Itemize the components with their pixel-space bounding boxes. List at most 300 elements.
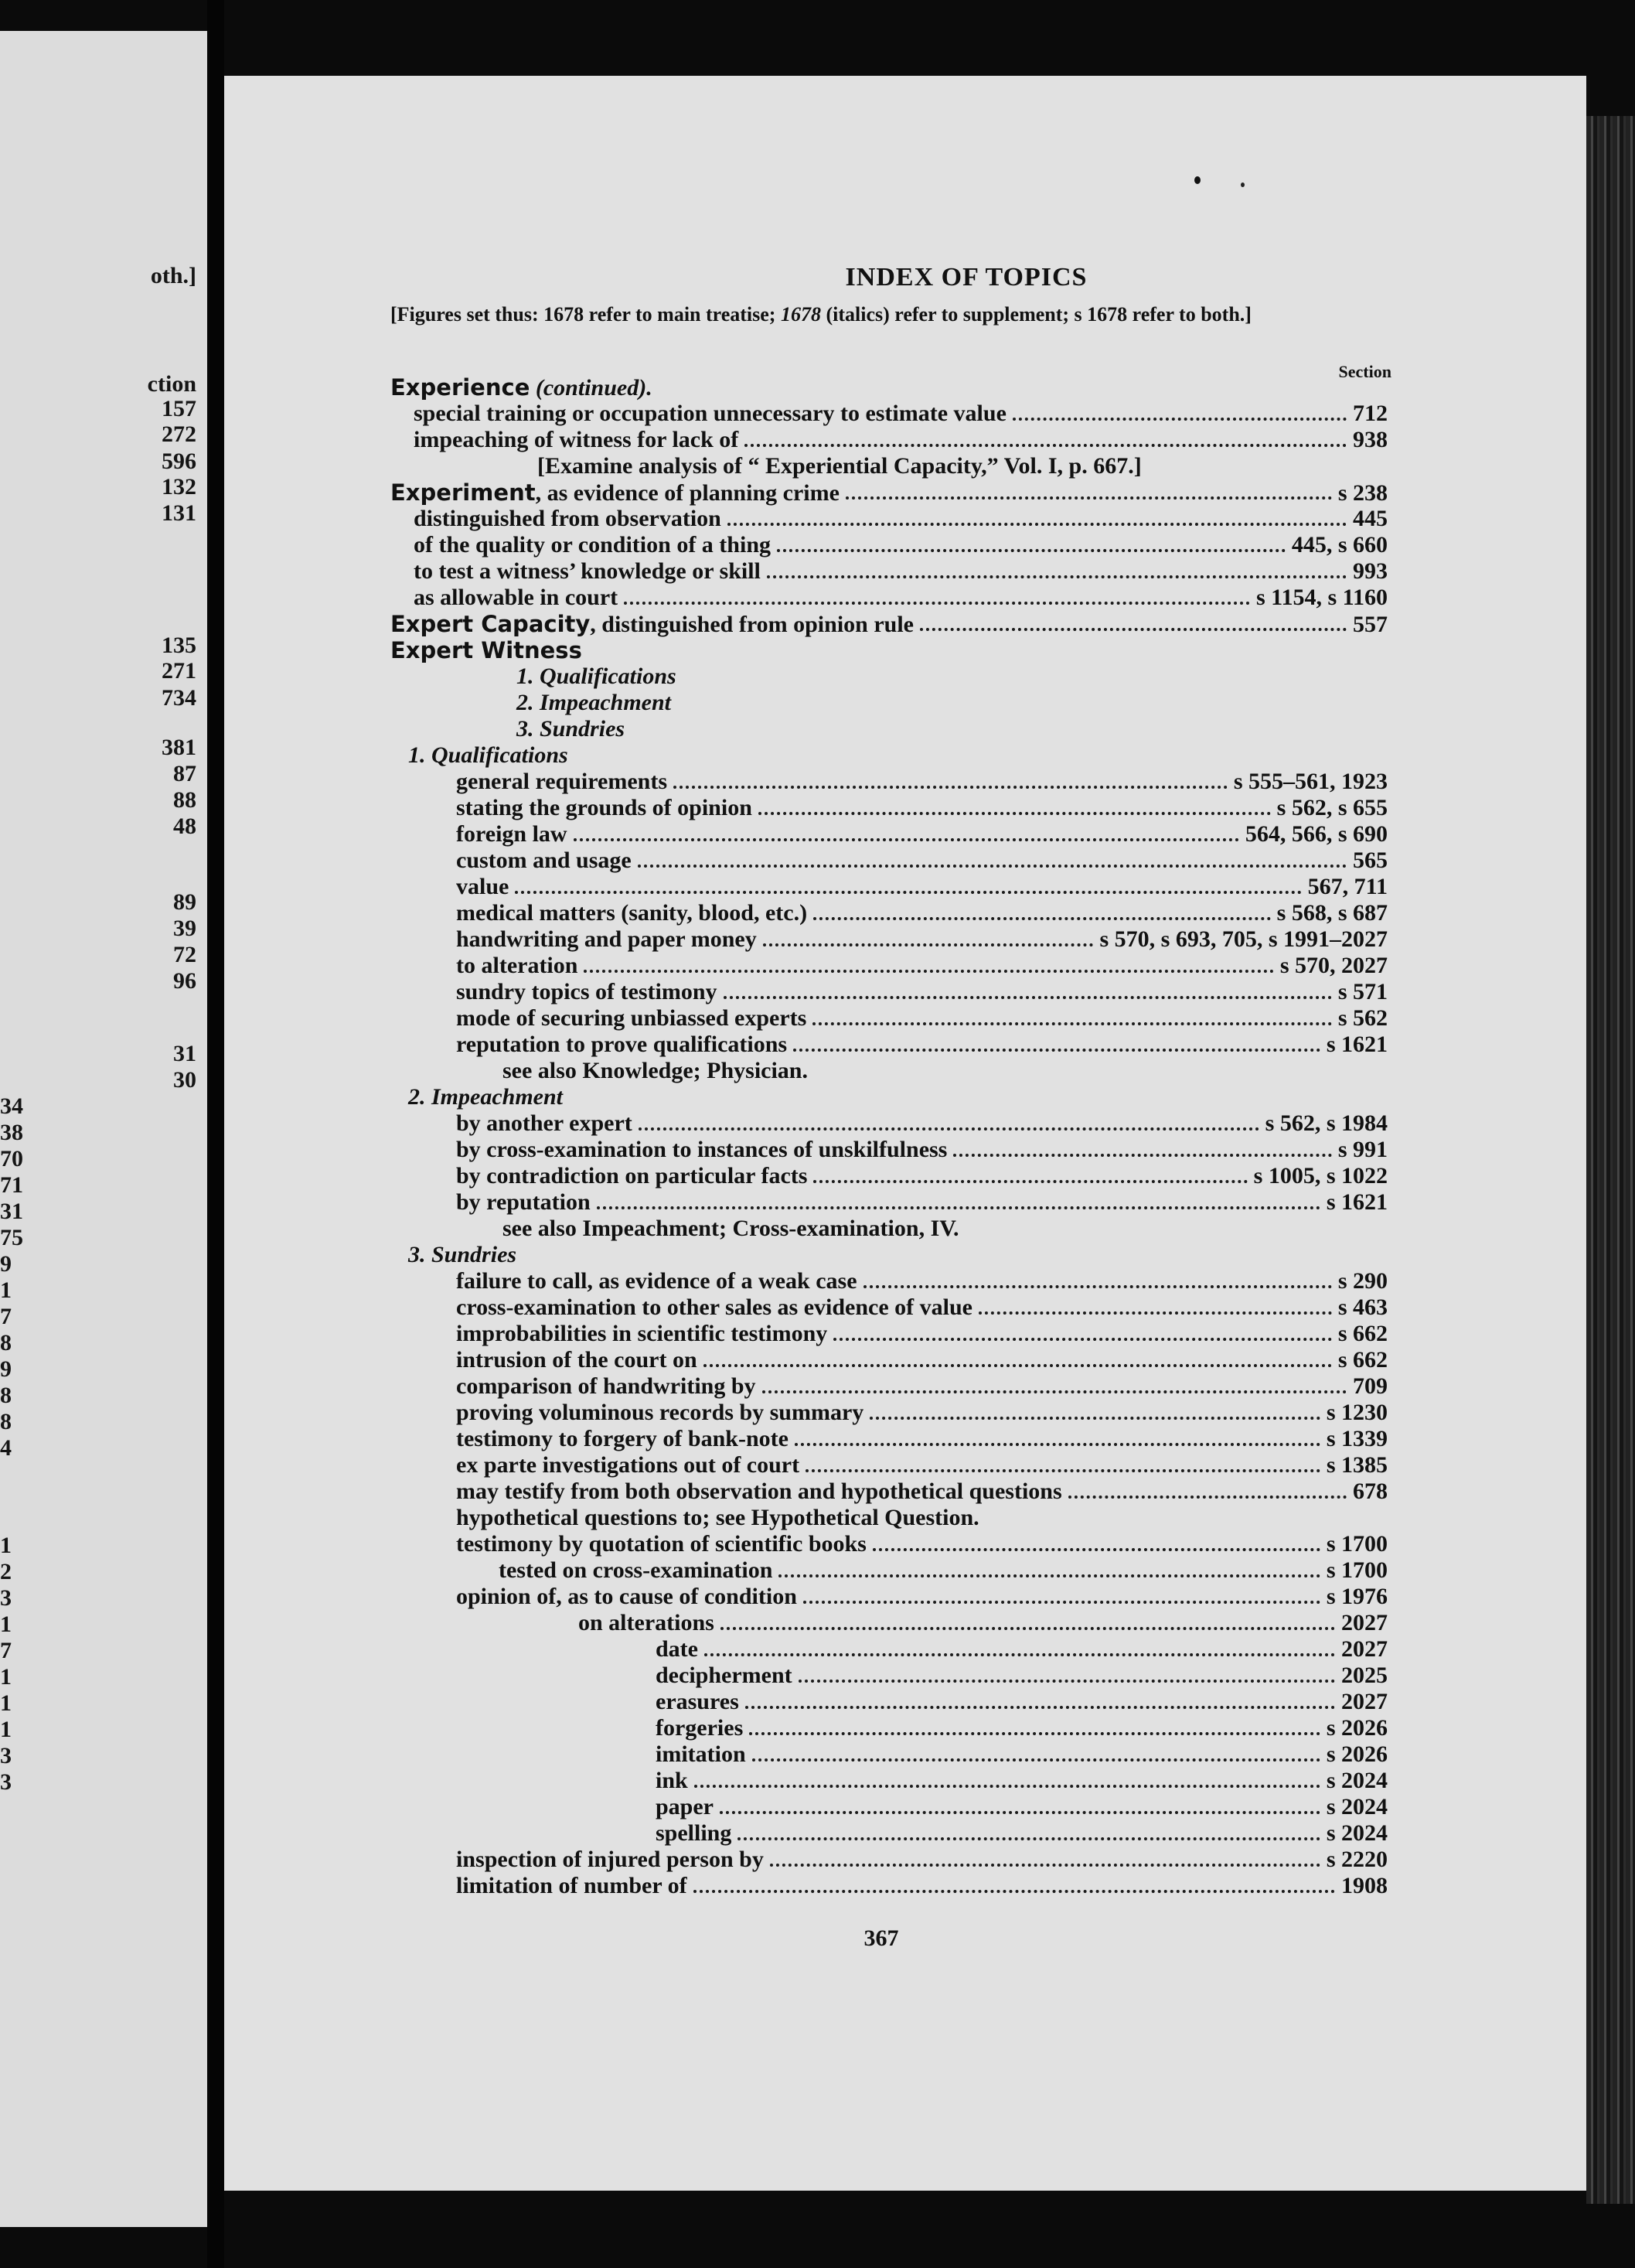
section-reference: 445 (1353, 506, 1388, 531)
leader-dots (720, 1625, 1335, 1630)
index-entry (408, 1084, 1388, 1110)
index-entry (390, 637, 1388, 663)
leader-dots (870, 1415, 1320, 1420)
entry-text: spelling (656, 1820, 732, 1846)
left-page-fragment: 1 (0, 1533, 12, 1558)
entry-text: [Examine analysis of “ Experiential Capacity,” Vol. I, p. 667.] (537, 453, 1142, 479)
leader-dots (745, 1704, 1335, 1709)
leader-dots (584, 968, 1273, 973)
index-entry (456, 1032, 1388, 1058)
page-title: INDEX OF TOPICS (845, 263, 1088, 292)
entry-label (456, 1137, 947, 1163)
entry-label (414, 427, 738, 453)
entry-text: erasures (656, 1689, 739, 1714)
entry-text: forgeries (656, 1715, 744, 1741)
entry-label (408, 1084, 563, 1110)
leader-dots (703, 1363, 1332, 1367)
left-page-fragment: 1 (0, 1717, 12, 1742)
entry-text: hypothetical questions to; see Hypothetical Question. (456, 1505, 979, 1530)
entry-label (456, 900, 807, 926)
entry-text: see also Knowledge; Physician. (502, 1058, 808, 1083)
leader-dots (763, 942, 1094, 946)
index-entry (656, 1663, 1388, 1689)
index-entry (656, 1820, 1388, 1847)
entry-text: on alterations (578, 1610, 714, 1635)
entry-label (499, 1557, 772, 1584)
index-entry (516, 716, 1388, 742)
leader-dots (693, 1888, 1335, 1893)
index-entry (390, 479, 1388, 506)
entry-label (656, 1768, 688, 1794)
index-entry (456, 1321, 1388, 1347)
index-entry (390, 374, 1388, 401)
entry-label (516, 663, 676, 690)
entry-label (656, 1820, 731, 1847)
entry-label (656, 1741, 746, 1768)
section-reference: s 2024 (1326, 1820, 1388, 1846)
left-page-fragment: 1 (0, 1690, 12, 1716)
entry-text: value (456, 874, 509, 899)
section-reference: 564, 566, s 690 (1245, 821, 1388, 847)
left-page-fragment: 89 (173, 889, 196, 915)
left-page-fragment: 8 (0, 1383, 12, 1408)
left-page-fragment: 87 (173, 761, 196, 786)
entry-text: Experience (390, 374, 530, 401)
leader-dots (793, 1047, 1320, 1052)
section-reference: 2025 (1341, 1663, 1388, 1688)
figures-note-part: [Figures set thus: 1678 refer to main treatise; (390, 303, 781, 326)
section-reference: s 238 (1337, 480, 1388, 506)
entry-text: mode of securing unbiassed experts (456, 1005, 807, 1031)
entry-label (414, 401, 1007, 427)
left-page-fragment: 1 (0, 1611, 12, 1637)
leader-dots (770, 1862, 1320, 1867)
left-page-fragment: 71 (0, 1172, 23, 1198)
book-gutter (207, 0, 224, 2268)
index-entry (656, 1741, 1388, 1768)
index-entry (456, 926, 1388, 953)
left-page-fragment: 7 (0, 1638, 12, 1663)
entry-label (456, 953, 577, 979)
entry-label (456, 1032, 787, 1058)
index-entry (456, 821, 1388, 848)
index-entry (537, 453, 1388, 479)
entry-text: ex parte investigations out of court (456, 1452, 800, 1478)
leader-dots (803, 1599, 1320, 1604)
entry-label (656, 1794, 714, 1820)
entry-text: sundry topics of testimony (456, 979, 717, 1004)
index-entry (656, 1689, 1388, 1715)
entry-label (656, 1663, 792, 1689)
section-reference: s 562, s 655 (1276, 795, 1388, 820)
section-reference: s 1339 (1326, 1426, 1388, 1451)
entry-text: foreign law (456, 821, 567, 847)
entry-text: 1. Qualifications (516, 663, 676, 689)
section-reference: s 1385 (1326, 1452, 1388, 1478)
entry-label (456, 1505, 979, 1531)
left-page-fragment: 8 (0, 1330, 12, 1356)
leader-dots (515, 889, 1301, 894)
page-edge-stack (1586, 116, 1635, 2204)
entry-text: by reputation (456, 1189, 591, 1215)
section-reference: s 2024 (1326, 1768, 1388, 1793)
entry-label (456, 1426, 789, 1452)
left-page-fragment: 9 (0, 1356, 12, 1382)
section-reference: s 290 (1337, 1268, 1388, 1294)
index-entry (456, 1163, 1388, 1189)
section-reference: s 463 (1337, 1294, 1388, 1320)
section-reference: 567, 711 (1307, 874, 1388, 899)
left-page-fragment: 38 (0, 1120, 23, 1145)
left-page-fragment: 31 (173, 1041, 196, 1066)
entry-text: Expert Capacity (390, 611, 591, 637)
entry-label (456, 1452, 799, 1478)
entry-label (390, 611, 914, 638)
dust-speck (1194, 176, 1201, 184)
section-reference: s 1621 (1326, 1189, 1388, 1215)
entry-label (456, 1847, 764, 1873)
index-entry (414, 427, 1388, 453)
entry-label (456, 821, 567, 848)
leader-dots (737, 1836, 1320, 1840)
entry-label (456, 795, 752, 821)
left-page-fragment: 48 (173, 813, 196, 839)
entry-text: Experiment (390, 479, 536, 506)
left-page-fragment: 4 (0, 1435, 12, 1461)
entry-label (537, 453, 1142, 479)
section-reference: s 2220 (1326, 1847, 1388, 1872)
section-reference: 1908 (1341, 1873, 1388, 1898)
left-page-fragment: 1 (0, 1277, 12, 1303)
left-page-fragment: 7 (0, 1304, 12, 1329)
entry-text: may testify from both observation and hypothetical questions (456, 1478, 1062, 1504)
entry-label (456, 1110, 632, 1137)
section-reference: s 662 (1337, 1321, 1388, 1346)
left-page-fragment: 8 (0, 1409, 12, 1434)
entry-text: testimony to forgery of bank-note (456, 1426, 789, 1451)
entry-text: as allowable in court (414, 585, 618, 610)
index-entry (456, 1110, 1388, 1137)
leader-dots (812, 1021, 1331, 1025)
entry-label (656, 1636, 698, 1663)
entry-text: opinion of, as to cause of condition (456, 1584, 797, 1609)
section-reference: s 662 (1337, 1347, 1388, 1373)
section-reference: s 562, s 1984 (1265, 1110, 1388, 1136)
entry-text: by cross-examination to instances of unskilfulness (456, 1137, 948, 1162)
left-page-fragment: 1 (0, 1664, 12, 1690)
section-reference: 938 (1353, 427, 1388, 452)
leader-dots (767, 574, 1347, 578)
index-entry (516, 663, 1388, 690)
entry-text: 1. Qualifications (408, 742, 568, 768)
leader-dots (758, 810, 1271, 815)
page-number: 367 (863, 1925, 899, 1951)
section-reference: s 1700 (1326, 1531, 1388, 1557)
section-reference: s 2024 (1326, 1794, 1388, 1820)
index-entry (456, 1400, 1388, 1426)
index-entry (456, 1873, 1388, 1899)
entry-label (390, 374, 652, 401)
index-entry (516, 690, 1388, 716)
left-page-fragment: 272 (162, 421, 196, 447)
entry-text: failure to call, as evidence of a weak case (456, 1268, 857, 1294)
section-reference: s 1700 (1326, 1557, 1388, 1583)
section-reference: s 1976 (1326, 1584, 1388, 1609)
entry-text: 2. Impeachment (516, 690, 671, 715)
index-entry (414, 401, 1388, 427)
section-reference: 565 (1353, 848, 1388, 873)
dust-speck (1241, 182, 1245, 187)
section-reference: 445, s 660 (1291, 532, 1388, 558)
index-entry (414, 506, 1388, 532)
index-entry (414, 585, 1388, 611)
index-entry (456, 979, 1388, 1005)
entry-text: to alteration (456, 953, 578, 978)
section-reference: s 555–561, 1923 (1233, 769, 1388, 794)
entry-text: imitation (656, 1741, 746, 1767)
entry-label (456, 769, 667, 795)
index-entry (656, 1768, 1388, 1794)
leader-dots (863, 1284, 1332, 1288)
section-reference: s 2026 (1326, 1741, 1388, 1767)
entry-text: ink (656, 1768, 688, 1793)
entry-label (456, 1268, 857, 1294)
section-column-header: Section (1338, 362, 1391, 381)
left-page-fragment: 3 (0, 1743, 12, 1768)
left-page-fragment: 70 (0, 1146, 23, 1172)
entry-label (456, 1584, 797, 1610)
index-entry (502, 1216, 1388, 1242)
entry-label (656, 1715, 743, 1741)
leader-dots (813, 1178, 1247, 1183)
index-entry (456, 900, 1388, 926)
left-page-fragment: 596 (162, 448, 196, 474)
left-page-fragment: 157 (162, 396, 196, 421)
entry-label (414, 506, 721, 532)
left-page-fragment: 96 (173, 968, 196, 994)
left-page-fragment: 31 (0, 1199, 23, 1224)
index-entry (456, 953, 1388, 979)
entry-text: stating the grounds of opinion (456, 795, 752, 820)
leader-dots (846, 495, 1332, 500)
section-reference: 2027 (1341, 1610, 1388, 1635)
entry-label (414, 558, 761, 585)
section-reference: s 568, s 687 (1276, 900, 1388, 926)
entry-label (414, 585, 618, 611)
entry-label (456, 1163, 807, 1189)
entry-text: limitation of number of (456, 1873, 687, 1898)
entry-label (502, 1058, 808, 1084)
index-entry (456, 1137, 1388, 1163)
index-entry (456, 1531, 1388, 1557)
entry-label (456, 1294, 972, 1321)
entry-text: tested on cross-examination (499, 1557, 773, 1583)
entry-label (414, 532, 771, 558)
entry-text: distinguished from observation (414, 506, 721, 531)
index-entry (456, 1505, 1388, 1531)
entry-text: by contradiction on particular facts (456, 1163, 808, 1189)
entry-label (456, 848, 632, 874)
left-page-fragment: 135 (162, 633, 196, 658)
leader-dots (694, 1783, 1320, 1788)
index-entry (456, 1584, 1388, 1610)
entry-text: see also Impeachment; Cross-examination, IV. (502, 1216, 959, 1241)
left-page-fragment: 75 (0, 1225, 23, 1250)
index-entry (656, 1794, 1388, 1820)
entry-text: of the quality or condition of a thing (414, 532, 771, 558)
leader-dots (873, 1547, 1320, 1551)
entry-label (516, 716, 625, 742)
entry-text: general requirements (456, 769, 668, 794)
index-entry (456, 1268, 1388, 1294)
index-entry (456, 1426, 1388, 1452)
entry-note: , distinguished from opinion rule (590, 612, 914, 637)
left-page-fragment: 132 (162, 474, 196, 500)
entry-text: testimony by quotation of scientific books (456, 1531, 867, 1557)
index-entry (408, 742, 1388, 769)
leader-dots (979, 1310, 1332, 1315)
entry-text: impeaching of witness for lack of (414, 427, 739, 452)
leader-dots (806, 1468, 1320, 1472)
entry-label (408, 742, 568, 769)
entry-label (456, 1373, 756, 1400)
section-reference: 557 (1353, 612, 1388, 637)
entry-label (516, 690, 671, 716)
entry-label (456, 874, 509, 900)
index-entry (456, 795, 1388, 821)
entry-text: custom and usage (456, 848, 632, 873)
leader-dots (749, 1731, 1320, 1735)
leader-dots (720, 1809, 1320, 1814)
entry-note: , as evidence of planning crime (535, 480, 840, 506)
leader-dots (638, 863, 1347, 868)
left-page-fragment: 39 (173, 916, 196, 941)
entry-text: reputation to prove qualifications (456, 1032, 788, 1057)
left-page-fragment: ction (147, 371, 196, 397)
leader-dots (777, 547, 1286, 552)
leader-dots (795, 1441, 1320, 1446)
left-page-fragment: 734 (162, 685, 196, 711)
index-entry (656, 1715, 1388, 1741)
entry-label (456, 1478, 1062, 1505)
entry-text: cross-examination to other sales as evidence of value (456, 1294, 972, 1320)
leader-dots (727, 521, 1347, 526)
entry-label (456, 1531, 867, 1557)
left-page-fragment: 3 (0, 1585, 12, 1611)
leader-dots (752, 1757, 1320, 1762)
entry-text: handwriting and paper money (456, 926, 757, 952)
leader-dots (639, 1126, 1259, 1131)
entry-label (456, 1347, 697, 1373)
entry-label (390, 637, 582, 664)
section-reference: s 1154, s 1160 (1255, 585, 1388, 610)
leader-dots (1068, 1494, 1347, 1499)
figures-note-part: (italics) refer to supplement; s 1678 refer to both.] (820, 303, 1252, 326)
left-page-fragment: 34 (0, 1093, 23, 1119)
entry-text: 2. Impeachment (408, 1084, 563, 1110)
entry-label (456, 1400, 863, 1426)
leader-dots (778, 1573, 1320, 1577)
entry-note: (continued). (530, 375, 652, 401)
leader-dots (574, 837, 1239, 841)
leader-dots (597, 1205, 1320, 1209)
section-reference: s 2026 (1326, 1715, 1388, 1741)
section-reference: s 562 (1337, 1005, 1388, 1031)
leader-dots (953, 1152, 1331, 1157)
entry-text: 3. Sundries (516, 716, 625, 742)
leader-dots (744, 442, 1347, 447)
section-reference: 678 (1353, 1478, 1388, 1504)
leader-dots (813, 916, 1271, 920)
left-page-fragment: 131 (162, 500, 196, 526)
left-page-fragment: 9 (0, 1251, 12, 1277)
section-reference: s 571 (1337, 979, 1388, 1004)
left-page-fragment: 2 (0, 1559, 12, 1584)
index-entry (456, 1452, 1388, 1478)
index-entry (456, 1373, 1388, 1400)
entry-text: paper (656, 1794, 714, 1820)
index-entry (456, 1478, 1388, 1505)
index-entry (456, 874, 1388, 900)
index-entry (456, 1347, 1388, 1373)
entry-text: to test a witness’ knowledge or skill (414, 558, 761, 584)
leader-dots (704, 1652, 1335, 1656)
leader-dots (920, 626, 1347, 631)
index-entry (408, 1242, 1388, 1268)
entry-text: 3. Sundries (408, 1242, 517, 1267)
section-reference: 709 (1353, 1373, 1388, 1399)
entry-text: decipherment (656, 1663, 792, 1688)
left-page-fragment: 72 (173, 942, 196, 967)
leader-dots (799, 1678, 1335, 1683)
entry-label (578, 1610, 714, 1636)
entry-text: proving voluminous records by summary (456, 1400, 864, 1425)
entry-label (390, 479, 840, 506)
entry-text: special training or occupation unnecessary to estimate value (414, 401, 1007, 426)
entry-label (456, 1321, 827, 1347)
leader-dots (762, 1389, 1347, 1393)
entry-text: Expert Witness (390, 637, 582, 663)
index-entry (656, 1636, 1388, 1663)
section-reference: s 1230 (1326, 1400, 1388, 1425)
entry-text: comparison of handwriting by (456, 1373, 756, 1399)
entry-label (456, 1873, 687, 1899)
index-entry (390, 611, 1388, 637)
entry-text: intrusion of the court on (456, 1347, 697, 1373)
index-entry (414, 532, 1388, 558)
section-reference: 712 (1353, 401, 1388, 426)
left-page-fragment: 30 (173, 1067, 196, 1093)
index-entry (499, 1557, 1388, 1584)
figures-note-italic: 1678 (780, 303, 821, 326)
entry-label (456, 979, 717, 1005)
section-reference: s 570, 2027 (1279, 953, 1388, 978)
index-entry (456, 1189, 1388, 1216)
figures-note (390, 303, 1395, 326)
entry-label (456, 1189, 591, 1216)
leader-dots (624, 600, 1250, 605)
entry-label (502, 1216, 959, 1242)
entry-text: improbabilities in scientific testimony (456, 1321, 828, 1346)
section-reference: s 570, s 693, 705, s 1991–2027 (1099, 926, 1388, 952)
index-entry (456, 1847, 1388, 1873)
index-entry (414, 558, 1388, 585)
facing-page-left (0, 31, 207, 2227)
entry-label (408, 1242, 516, 1268)
leader-dots (724, 994, 1332, 999)
index-entry (456, 1294, 1388, 1321)
entry-label (456, 1005, 806, 1032)
